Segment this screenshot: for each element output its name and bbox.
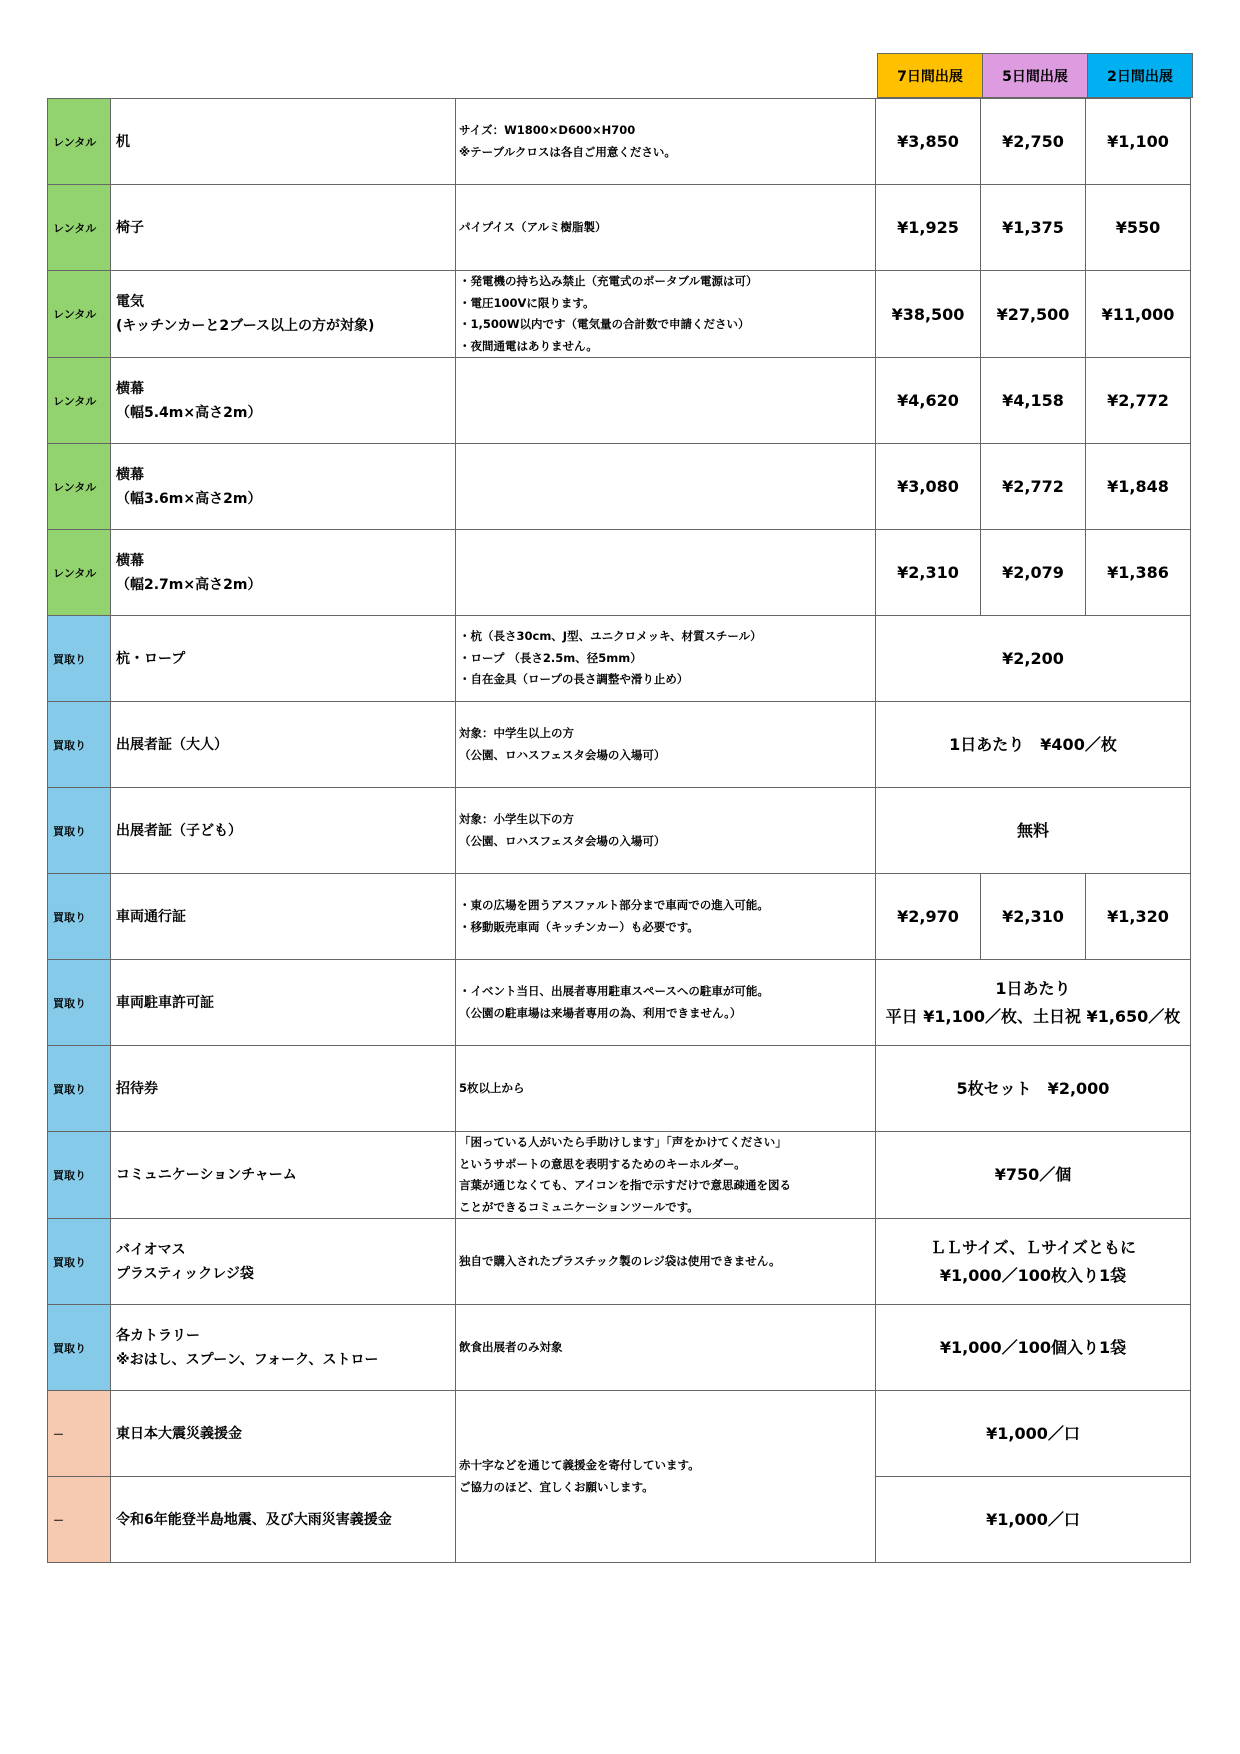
header-2-days: 2日間出展 — [1088, 54, 1193, 98]
price-p7: ¥2,970 — [876, 874, 981, 960]
price-p7: ¥3,080 — [876, 444, 981, 530]
item-name-line: 杭・ロープ — [116, 650, 186, 667]
table-row — [48, 788, 1191, 874]
item-name-line: 椅子 — [116, 219, 144, 236]
item-detail-line: ・イベント当日、出展者専用駐車スペースへの駐車が可能。 — [459, 984, 769, 998]
item-price — [876, 1391, 1191, 1477]
item-name — [111, 874, 456, 960]
item-price — [876, 788, 1191, 874]
item-name — [111, 788, 456, 874]
table-row — [48, 1391, 1191, 1477]
item-type: 買取り — [48, 1046, 111, 1132]
table-row — [48, 530, 1191, 616]
table-row — [48, 702, 1191, 788]
item-name-line: 横幕 — [116, 552, 144, 569]
item-name — [111, 99, 456, 185]
table-row — [48, 1305, 1191, 1391]
item-detail-line: （公園、ロハスフェスタ会場の入場可） — [459, 833, 666, 848]
price-p2: ¥1,100 — [1086, 99, 1191, 185]
item-detail-line: 独自で購入されたプラスチック製のレジ袋は使用できません。 — [459, 1253, 781, 1268]
price-p5: ¥2,310 — [981, 874, 1086, 960]
item-detail-line: ・移動販売車両（キッチンカー）も必要です。 — [459, 919, 699, 934]
item-detail — [456, 185, 876, 271]
item-detail-line: ・電圧100Vに限ります。 — [459, 295, 595, 310]
price-p5: ¥2,750 — [981, 99, 1086, 185]
item-name-line: コミュニケーションチャーム — [116, 1167, 297, 1183]
item-name-line: 令和6年能登半島地震、及び大雨災害義援金 — [116, 1511, 392, 1528]
table-row — [48, 1046, 1191, 1132]
item-type: レンタル — [48, 271, 111, 358]
item-name-line: 横幕 — [116, 380, 144, 397]
item-type: 買取り — [48, 702, 111, 788]
item-detail-line: 5枚以上から — [459, 1080, 525, 1095]
item-type: 買取り — [48, 1219, 111, 1305]
item-price-line: 無料 — [1016, 820, 1049, 840]
item-name-line: 出展者証（大人） — [116, 736, 228, 753]
item-detail-line: ・東の広場を囲うアスファルト部分まで車両での進入可能。 — [459, 898, 769, 912]
item-name — [111, 358, 456, 444]
price-p7: ¥38,500 — [876, 271, 981, 358]
item-detail — [456, 444, 876, 530]
item-type: レンタル — [48, 444, 111, 530]
item-name-line: 机 — [116, 133, 130, 150]
item-name-line: 各カトラリー — [116, 1327, 200, 1344]
item-name — [111, 1477, 456, 1563]
table-row — [48, 616, 1191, 702]
item-name — [111, 444, 456, 530]
item-detail-line: （公園の駐車場は来場者専用の為、利用できません。） — [459, 1005, 742, 1020]
item-name — [111, 1219, 456, 1305]
price-table — [47, 98, 1191, 1563]
item-price-line: 1日あたり ¥400／枚 — [949, 734, 1117, 754]
price-p5: ¥4,158 — [981, 358, 1086, 444]
item-name — [111, 1046, 456, 1132]
price-p2: ¥550 — [1086, 185, 1191, 271]
price-p2: ¥2,772 — [1086, 358, 1191, 444]
item-price-line: ¥1,000／口 — [986, 1509, 1080, 1529]
item-detail-line: 対象：中学生以上の方 — [459, 726, 574, 740]
item-price-line: ¥2,200 — [1002, 648, 1064, 668]
item-detail-line: 対象：小学生以下の方 — [459, 812, 574, 826]
item-name-line: 車両駐車許可証 — [116, 994, 214, 1011]
item-detail-line: サイズ：W1800×D600×H700 — [459, 123, 636, 137]
item-name — [111, 616, 456, 702]
item-price — [876, 1305, 1191, 1391]
table-row — [48, 960, 1191, 1046]
table-row — [48, 271, 1191, 358]
item-name — [111, 530, 456, 616]
item-name-line: プラスティックレジ袋 — [116, 1265, 254, 1282]
item-type: レンタル — [48, 358, 111, 444]
item-price — [876, 1046, 1191, 1132]
item-name-line: （幅5.4m×高さ2m） — [116, 404, 262, 421]
item-detail-line: ※テーブルクロスは各自ご用意ください。 — [459, 144, 676, 159]
item-name-line: （幅3.6m×高さ2m） — [116, 490, 262, 507]
item-detail — [456, 530, 876, 616]
item-detail — [456, 1046, 876, 1132]
header-5-days: 5日間出展 — [983, 54, 1088, 98]
table-row — [48, 1219, 1191, 1305]
item-type: 買取り — [48, 616, 111, 702]
table-row — [48, 99, 1191, 185]
price-p2: ¥1,848 — [1086, 444, 1191, 530]
item-detail — [456, 1132, 876, 1219]
item-name — [111, 1305, 456, 1391]
table-row — [48, 874, 1191, 960]
item-detail-line: （公園、ロハスフェスタ会場の入場可） — [459, 747, 666, 762]
item-detail-line: ・ロープ （長さ2.5m、径5mm） — [459, 650, 642, 665]
item-name-line: ※おはし、スプーン、フォーク、ストロー — [116, 1351, 379, 1368]
item-type: 買取り — [48, 788, 111, 874]
item-name — [111, 185, 456, 271]
price-p7: ¥1,925 — [876, 185, 981, 271]
item-detail-line: ・夜間通電はありません。 — [459, 338, 598, 353]
item-detail-line: 「困っている人がいたら手助けします」「声をかけてください」 — [459, 1135, 787, 1149]
price-p2: ¥1,320 — [1086, 874, 1191, 960]
item-name — [111, 271, 456, 358]
table-row — [48, 444, 1191, 530]
item-name-line: 横幕 — [116, 466, 144, 483]
item-type: － — [48, 1391, 111, 1477]
item-price-line: ¥750／個 — [994, 1165, 1072, 1184]
item-name-line: （幅2.7m×高さ2m） — [116, 576, 262, 593]
item-detail-line: 飲食出展者のみ対象 — [459, 1339, 563, 1354]
item-price-line: 5枚セット ¥2,000 — [956, 1078, 1110, 1098]
item-name — [111, 702, 456, 788]
item-detail-line: ・杭（長さ30cm、J型、ユニクロメッキ、材質スチール） — [459, 629, 762, 644]
item-type: レンタル — [48, 99, 111, 185]
item-price-line: ¥1,000／100個入り1袋 — [939, 1337, 1127, 1357]
price-p5: ¥2,079 — [981, 530, 1086, 616]
price-p7: ¥2,310 — [876, 530, 981, 616]
item-name-line: 電気 — [116, 294, 144, 310]
price-p5: ¥2,772 — [981, 444, 1086, 530]
item-type: 買取り — [48, 1305, 111, 1391]
item-detail — [456, 1391, 876, 1563]
table-row — [48, 185, 1191, 271]
item-price-line: ＬＬサイズ、Ｌサイズともに — [930, 1237, 1136, 1257]
item-price — [876, 960, 1191, 1046]
item-detail-line: ・1,500W以内です（電気量の合計数で申請ください） — [459, 317, 750, 331]
item-detail — [456, 788, 876, 874]
duration-header — [877, 53, 1193, 98]
price-p7: ¥4,620 — [876, 358, 981, 444]
item-detail-line: ご協力のほど、宜しくお願いします。 — [459, 1479, 654, 1494]
item-detail — [456, 702, 876, 788]
item-detail — [456, 1219, 876, 1305]
price-p2: ¥1,386 — [1086, 530, 1191, 616]
item-name-line: 車両通行証 — [116, 908, 186, 925]
item-name-line: 招待券 — [116, 1080, 158, 1097]
item-detail-line: パイプイス（アルミ樹脂製） — [459, 219, 607, 234]
item-name — [111, 1132, 456, 1219]
header-7-days: 7日間出展 — [878, 54, 983, 98]
item-detail — [456, 99, 876, 185]
item-detail-line: ・自在金具（ロープの長さ調整や滑り止め） — [459, 672, 689, 687]
item-name-line: 出展者証（子ども） — [116, 822, 242, 839]
item-type: － — [48, 1477, 111, 1563]
item-type: 買取り — [48, 1132, 111, 1219]
item-type: 買取り — [48, 874, 111, 960]
item-name — [111, 960, 456, 1046]
item-detail-line: 赤十字などを通じて義援金を寄付しています。 — [459, 1458, 700, 1472]
item-price-line: ¥1,000／口 — [986, 1423, 1080, 1443]
item-price — [876, 616, 1191, 702]
item-type: レンタル — [48, 530, 111, 616]
item-detail — [456, 616, 876, 702]
item-price — [876, 1477, 1191, 1563]
item-price-line: 1日あたり — [995, 978, 1071, 998]
item-detail-line: というサポートの意思を表明するためのキーホルダー。 — [459, 1156, 746, 1171]
price-p5: ¥1,375 — [981, 185, 1086, 271]
item-name-line: 東日本大震災義援金 — [116, 1425, 242, 1442]
item-detail — [456, 271, 876, 358]
item-detail-line: ことができるコミュニケーションツールです。 — [459, 1199, 699, 1214]
item-detail — [456, 960, 876, 1046]
table-row — [48, 358, 1191, 444]
item-price — [876, 1219, 1191, 1305]
item-type: レンタル — [48, 185, 111, 271]
item-price — [876, 702, 1191, 788]
price-p7: ¥3,850 — [876, 99, 981, 185]
item-name — [111, 1391, 456, 1477]
item-detail-line: 言葉が通じなくても、アイコンを指で示すだけで意思疎通を図る — [459, 1178, 792, 1192]
item-detail — [456, 1305, 876, 1391]
price-p5: ¥27,500 — [981, 271, 1086, 358]
item-type: 買取り — [48, 960, 111, 1046]
item-name-line: バイオマス — [116, 1241, 186, 1258]
price-p2: ¥11,000 — [1086, 271, 1191, 358]
item-price — [876, 1132, 1191, 1219]
item-detail-line: ・発電機の持ち込み禁止（充電式のポータブル電源は可） — [459, 274, 758, 288]
table-row — [48, 1132, 1191, 1219]
item-detail — [456, 874, 876, 960]
item-price-line: ¥1,000／100枚入り1袋 — [939, 1265, 1127, 1285]
item-price-line: 平日 ¥1,100／枚、土日祝 ¥1,650／枚 — [885, 1006, 1181, 1026]
item-name-line: (キッチンカーと2ブース以上の方が対象) — [116, 318, 375, 334]
item-detail — [456, 358, 876, 444]
